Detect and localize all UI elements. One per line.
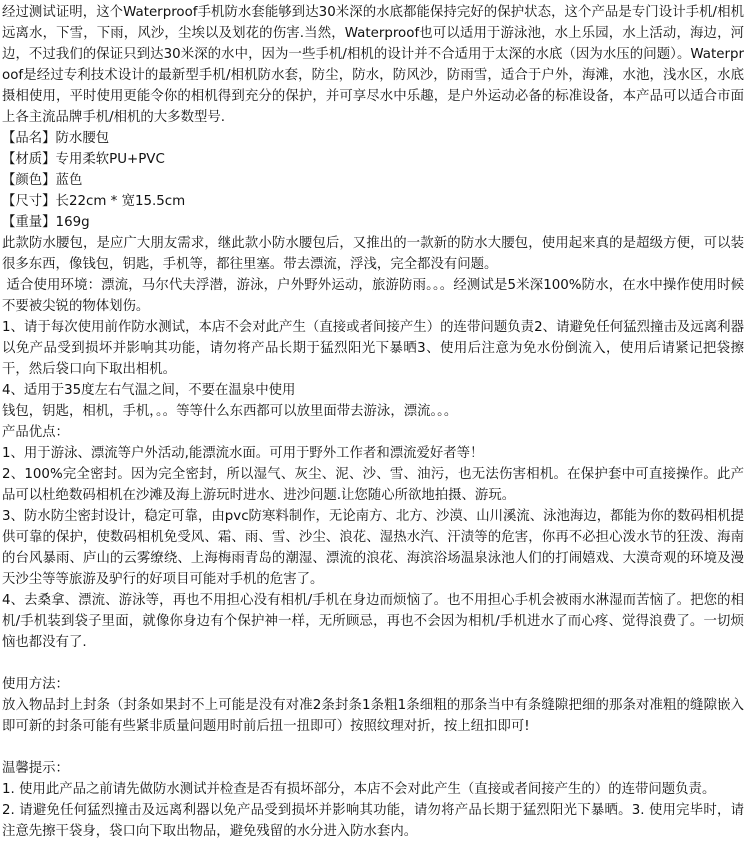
advantage-item: 4、去桑拿、漂流、游泳等，再也不用担心没有相机/手机在身边而烦恼了。也不用担心手机会被雨水淋湿而苦恼了。把您的相机/手机装到袋子里面，就像你身边有个保护神一样，无所顾忌，再也不会因为相机/手机进水了而心疼、觉得浪费了。一切烦恼也都没有了.: [2, 593, 744, 650]
advantages-heading: 产品优点：: [2, 425, 69, 440]
temperature-line: 4、适用于35度左右气温之间，不要在温泉中使用: [2, 383, 296, 398]
advantage-item: 2、100%完全密封。因为完全密封，所以湿气、灰尘、泥、沙、雪、油污，也无法伤害相机。在保护套中可直接操作。此产品可以杜绝数码相机在沙滩及海上游玩时进水、进沙问题.让您随心所欲地拍摄、游玩。: [2, 467, 744, 503]
spacer: [2, 737, 744, 758]
description-paragraph: 此款防水腰包，是应广大朋友需求，继此款小防水腰包后，又推出的一款新的防水大腰包，使用起来真的是超级方便，可以装很多东西，像钱包，钥匙，手机等，都往里塞。带去漂流，浮浅，完全都没有问题。: [2, 236, 744, 272]
spec-color: 【颜色】蓝色: [2, 173, 83, 188]
spec-material: 【材质】专用柔软PU+PVC: [2, 152, 165, 167]
carry-line: 钱包，钥匙，相机，手机，。。等等什么东西都可以放里面带去游泳，漂流。。。: [2, 404, 458, 419]
spec-list: [2, 128, 744, 233]
usage-paragraph: 放入物品封上封条（封条如果封不上可能是没有对准2条封条1条粗1条细粗的那条当中有条缝隙把细的那条对准粗的缝隙嵌入即可新的封条可能有些紧非质量问题用时前后扭一扭即可）按照纹理对折，按上纽扣即可!: [2, 698, 744, 734]
spec-weight: 【重量】169g: [2, 215, 90, 230]
advantage-item: 3、防水防尘密封设计，稳定可靠，由pvc防寒料制作，无论南方、北方、沙漠、山川溪流、泳池海边，都能为你的数码相机提供可靠的保护，使数码相机免受风、霜、雨、雪、沙尘、浪花、湿热水汽、汗渍等的危害，你再不必担心泼水节的狂泼、海南的台风暴雨、庐山的云雾缭绕、上海梅雨青岛的潮湿、漂流的浪花、海滨浴场温泉泳池人们的打闹嬉戏、大漠奇观的环境及漫天沙尘等等旅游及驴行的好项目可能对手机的危害了。: [2, 509, 745, 587]
tip-item: 2. 请避免任何猛烈撞击及远离利器以免产品受到损坏并影响其功能，请勿将产品长期于猛烈阳光下暴晒。3. 使用完毕时，请注意先擦干袋身，袋口向下取出物品，避免残留的水分进入防水套内。: [2, 803, 744, 839]
spec-name: 【品名】防水腰包: [2, 131, 110, 146]
spec-size: 【尺寸】长22cm * 宽15.5cm: [2, 194, 186, 209]
tips-heading: 温馨提示：: [2, 761, 69, 776]
tip-item: 1. 使用此产品之前请先做防水测试并检查是否有损坏部分，本店不会对此产生（直接或者间接产生的）的连带问题负责。: [2, 782, 716, 797]
intro-paragraph: 经过测试证明，这个Waterproof手机防水套能够到达30米深的水底都能保持完好的保护状态，这个产品是专门设计手机/相机远离水，下雪，下雨，风沙，尘埃以及划花的伤害.当然，Waterproof也可以适用于游泳池，水上乐园，水上活动，海边，河边，不过我们的保证只到达30米深的水中，因为一些手机/相机的设计并不合适用于太深的水底（因为水压的问题）。Waterproof是经过专利技术设计的最新型手机/相机防水套，防尘，防水，防风沙，防雨雪，适合于户外，海滩，水池，浅水区，水底摄相使用，平时使用更能令你的相机得到充分的保护，并可享尽水中乐趣，是户外运动必备的标准设备，本产品可以适合市面上各主流品牌手机/相机的大多数型号.: [2, 5, 744, 125]
notice-paragraph: 1、请于每次使用前作防水测试，本店不会对此产生（直接或者间接产生）的连带问题负责2、请避免任何猛烈撞击及远离利器以免产品受到损坏并影响其功能，请勿将产品长期于猛烈阳光下暴晒3、使用后注意为免水份倒流入，使用后请紧记把袋擦干，然后袋口向下取出相机。: [2, 320, 744, 377]
environment-paragraph: 适合使用环境：漂流，马尔代夫浮潜，游泳，户外野外运动，旅游防雨。。。经测试是5米深100%防水，在水中操作使用时候不要被尖锐的物体划伤。: [2, 278, 744, 314]
advantage-item: 1、用于游泳、漂流等户外活动,能漂流水面。可用于野外工作者和漂流爱好者等！: [2, 446, 484, 461]
usage-heading: 使用方法：: [2, 677, 69, 692]
spacer: [2, 653, 744, 674]
